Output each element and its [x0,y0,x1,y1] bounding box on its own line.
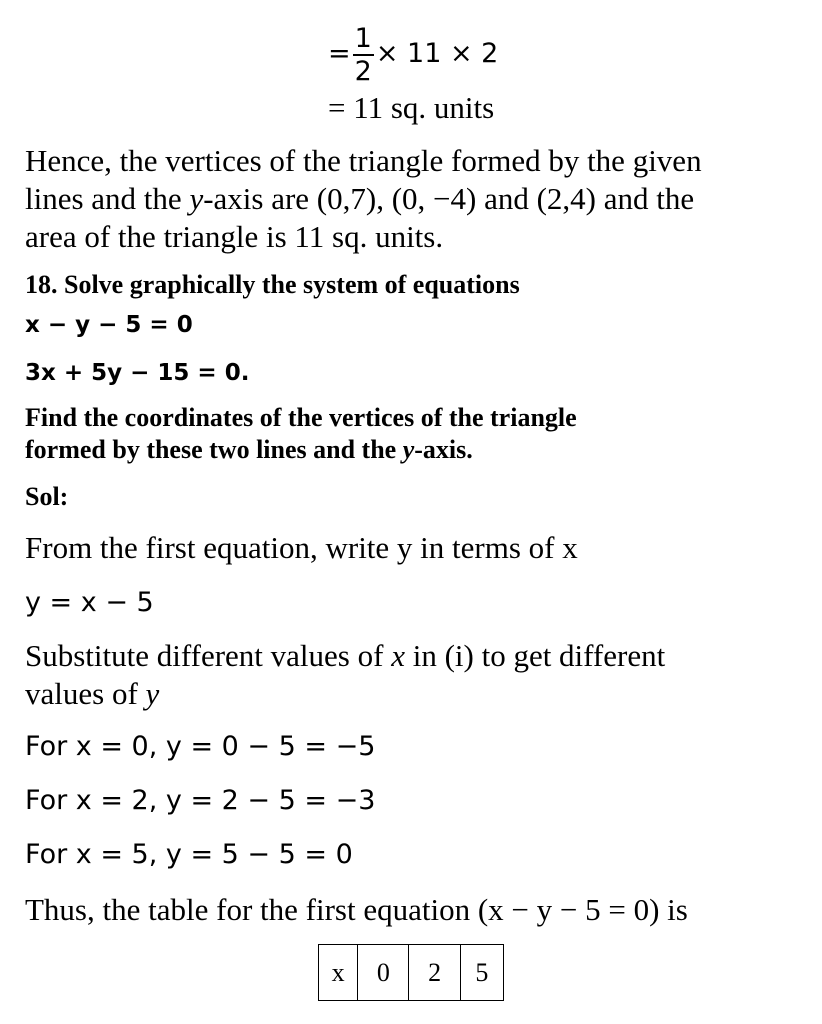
conclusion-line3: area of the triangle is 11 sq. units. [25,219,444,254]
solution-for-x5: For x = 5, y = 5 − 5 = 0 [25,839,353,870]
fraction-denominator: 2 [354,55,372,87]
area-product: × 11 × 2 [375,38,499,69]
table-cell: 2 [409,945,460,1001]
table-cell: 0 [358,945,409,1001]
equals-sign: = [328,38,351,69]
solution-substitute-line2: values of y [25,676,160,711]
solution-table-intro: Thus, the table for the first equation (x − y − 5 = 0) is [25,892,688,927]
question-title: 18. Solve graphically the system of equations [25,270,520,299]
question-find-line1: Find the coordinates of the vertices of the triangle [25,403,577,432]
conclusion-line1: Hence, the vertices of the triangle formed by the given [25,143,702,178]
solution-substitute-line1: Substitute different values of x in (i) to get different [25,638,666,673]
fraction [353,22,374,87]
solution-for-x0: For x = 0, y = 0 − 5 = −5 [25,731,376,762]
area-calc-line1 [328,10,498,98]
solution-step1: From the first equation, write y in terms of x [25,530,578,565]
table-header-cell: x [319,945,358,1001]
solution-for-x2: For x = 2, y = 2 − 5 = −3 [25,785,376,816]
table-cell: 5 [460,945,503,1001]
question-equation-2: 3x + 5y − 15 = 0. [25,360,250,386]
question-equation-1: x − y − 5 = 0 [25,312,193,338]
solution-expression: y = x − 5 [25,587,154,618]
conclusion-line2: lines and the y-axis are (0,7), (0, −4) and (2,4) and the [25,181,695,216]
area-calc-result: = 11 sq. units [328,90,495,125]
solution-label: Sol: [25,482,69,511]
values-table [318,944,504,1001]
fraction-numerator: 1 [354,22,372,54]
table-row [319,945,504,1001]
question-find-line2: formed by these two lines and the y-axis. [25,435,473,464]
